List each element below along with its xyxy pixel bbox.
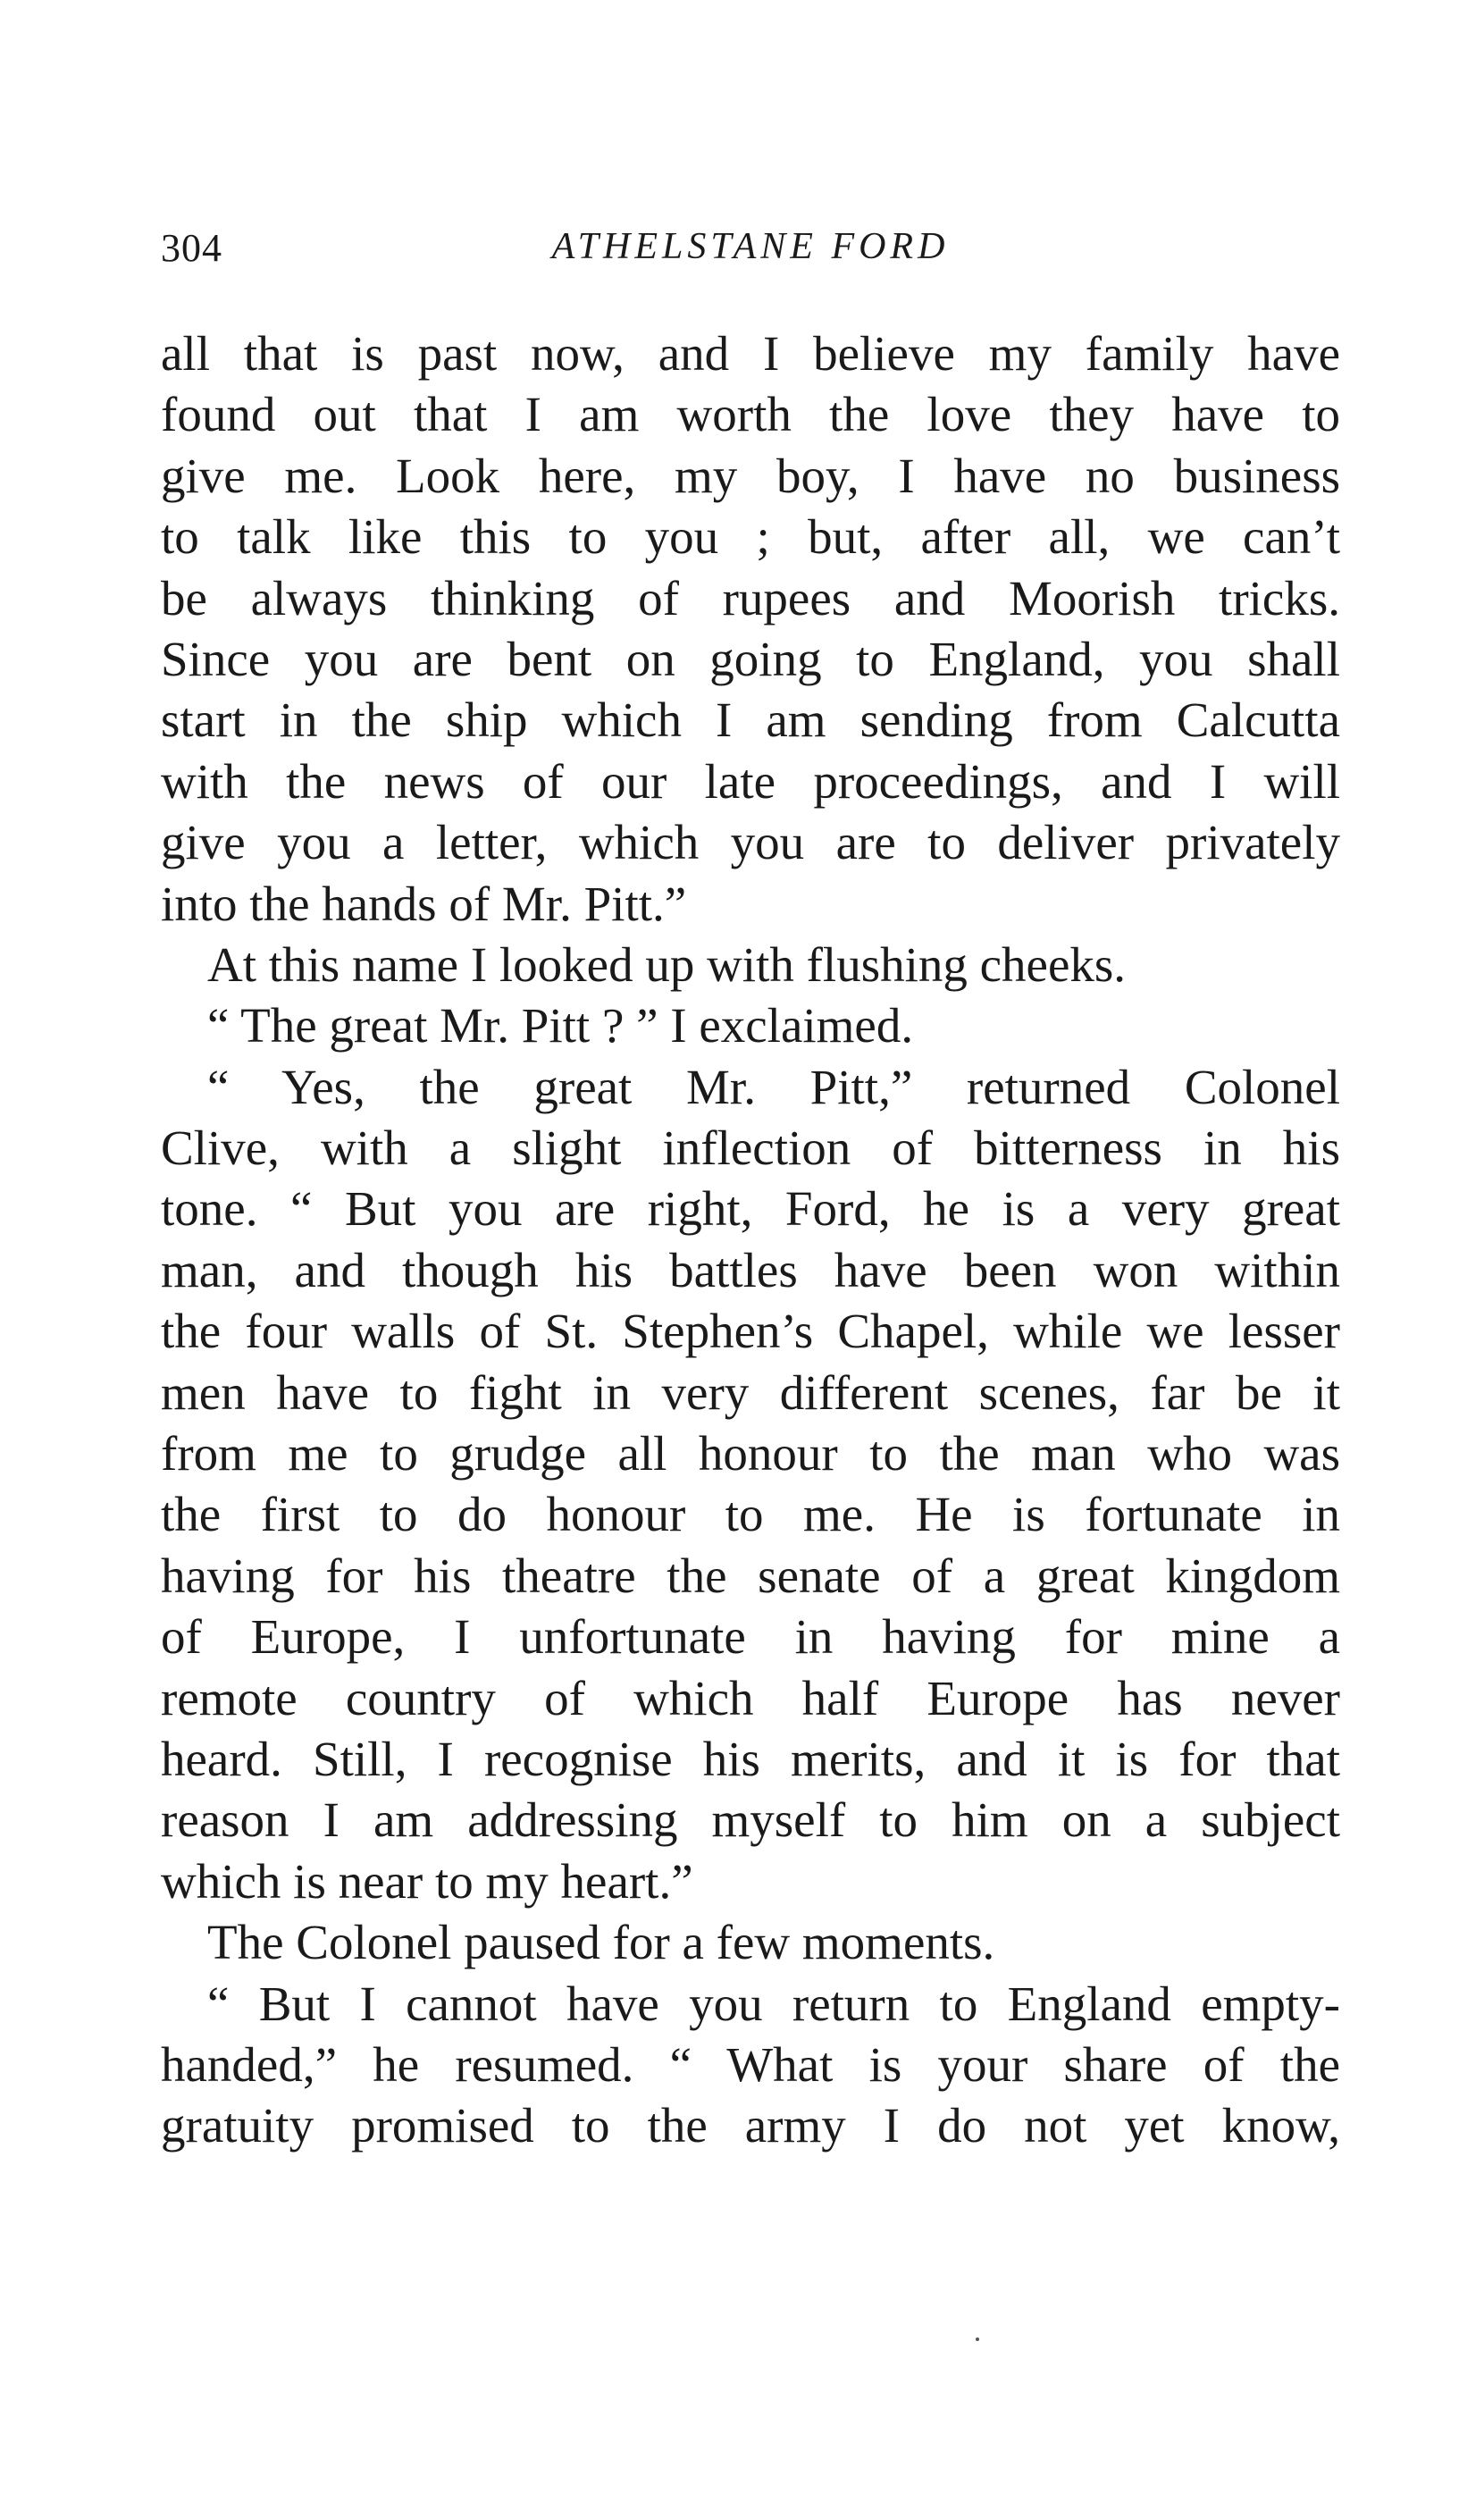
text-line: remote country of which half Europe has never: [161, 1670, 1340, 1725]
text-line: “ But I cannot have you return to England empty-: [207, 1976, 1340, 2031]
text-line: gratuity promised to the army I do not yet know,: [161, 2098, 1340, 2153]
text-line: Clive, with a slight inflection of bitterness in his: [161, 1120, 1340, 1176]
text-line: handed,” he resumed. “ What is your share of the: [161, 2036, 1340, 2092]
text-line: tone. “ But you are right, Ford, he is a very great: [161, 1181, 1340, 1237]
text-line: the first to do honour to me. He is fortunate in: [161, 1487, 1340, 1542]
body-text: [161, 323, 1340, 2157]
running-title: ATHELSTANE FORD: [551, 226, 950, 267]
text-line: all that is past now, and I believe my family have: [161, 326, 1340, 381]
text-line: reason I am addressing myself to him on a subject: [161, 1792, 1340, 1848]
text-line: of Europe, I unfortunate in having for mine a: [161, 1609, 1340, 1665]
text-line: which is near to my heart.”: [161, 1853, 693, 1909]
text-line: to talk like this to you ; but, after all, we can’t: [161, 509, 1340, 565]
text-line: be always thinking of rupees and Moorish tricks.: [161, 570, 1340, 625]
page-header: [161, 225, 1340, 279]
print-speck: [976, 2337, 979, 2341]
text-line: Since you are bent on going to England, you shall: [161, 631, 1340, 686]
text-line: At this name I looked up with flushing cheeks.: [207, 936, 1127, 992]
text-line: found out that I am worth the love they have to: [161, 387, 1340, 442]
text-line: man, and though his battles have been won within: [161, 1242, 1340, 1297]
text-line: with the news of our late proceedings, and I will: [161, 753, 1340, 809]
text-line: The Colonel paused for a few moments.: [207, 1915, 995, 1970]
text-line: having for his theatre the senate of a great kingdom: [161, 1548, 1340, 1603]
text-line: give me. Look here, my boy, I have no business: [161, 448, 1340, 503]
text-line: the four walls of St. Stephen’s Chapel, while we lesser: [161, 1304, 1340, 1359]
text-line: start in the ship which I am sending from Calcutta: [161, 692, 1340, 748]
page-number: 304: [161, 226, 222, 270]
text-line: “ Yes, the great Mr. Pitt,” returned Colonel: [207, 1059, 1340, 1114]
text-line: give you a letter, which you are to deliver privately: [161, 815, 1340, 870]
text-line: “ The great Mr. Pitt ? ” I exclaimed.: [207, 998, 914, 1053]
text-line: from me to grudge all honour to the man who was: [161, 1426, 1340, 1481]
text-line: into the hands of Mr. Pitt.”: [161, 876, 687, 931]
text-line: heard. Still, I recognise his merits, and it is for that: [161, 1731, 1340, 1786]
text-line: men have to fight in very different scenes, far be it: [161, 1364, 1340, 1420]
